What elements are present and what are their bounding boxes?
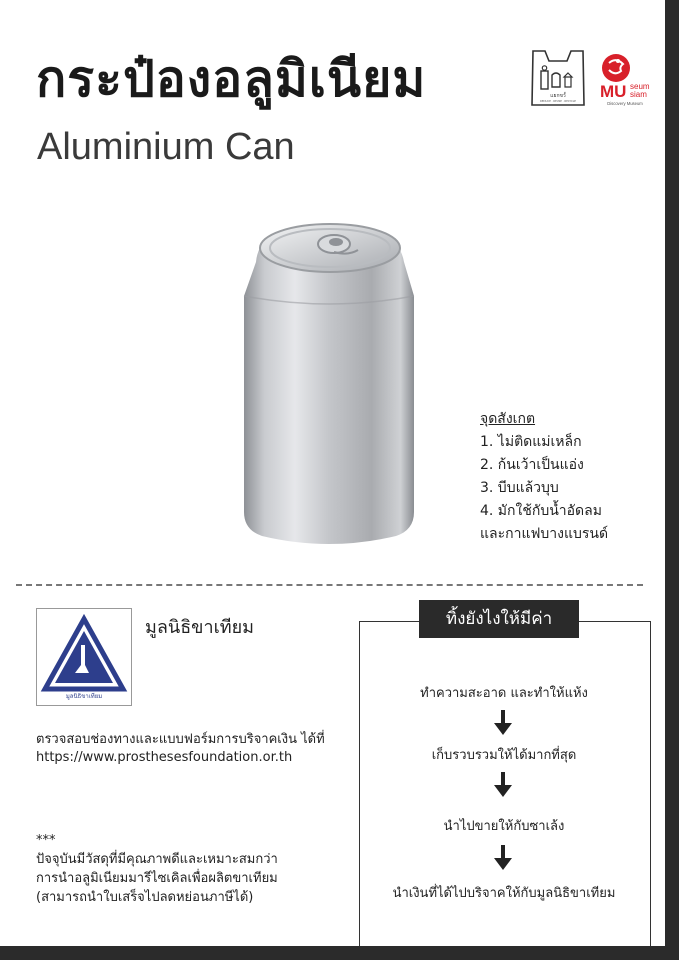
arrow-down-icon xyxy=(493,772,513,798)
note-mark: *** xyxy=(36,833,56,848)
donation-info-text: ตรวจสอบช่องทางและแบบฟอร์มการบริจาคเงิน ได้ที่ xyxy=(36,732,325,747)
bag-logo-sub: REDUCE · REUSE · RECYCLE xyxy=(540,100,576,103)
foundation-note xyxy=(36,831,278,907)
observation-notes xyxy=(480,408,608,546)
museum-siam-logo-icon xyxy=(596,50,654,112)
page-title-thai: กระป๋องอลูมิเนียม xyxy=(36,50,427,108)
disposal-step: นำเงินที่ได้ไปบริจาคให้กับมูลนิธิขาเทียม xyxy=(392,886,616,901)
museum-logo-siam: siam xyxy=(630,90,647,99)
dashed-divider xyxy=(16,584,643,586)
foundation-logo-text: มูลนิธิขาเทียม xyxy=(65,693,103,700)
prostheses-foundation-logo xyxy=(36,608,132,706)
disposal-step: ทำความสะอาด และทำให้แห้ง xyxy=(420,686,588,701)
arrow-down-icon xyxy=(493,845,513,871)
notes-item: 1. ไม่ติดแม่เหล็ก xyxy=(480,434,582,450)
notes-item: 2. ก้นเว้าเป็นแอ่ง xyxy=(480,457,584,473)
arrow-down-icon xyxy=(493,710,513,736)
museum-logo-seum: seum xyxy=(630,82,650,91)
museum-logo-mu: MU xyxy=(600,82,627,101)
note-line: (สามารถนำใบเสร็จไปลดหย่อนภาษีได้) xyxy=(36,890,254,905)
notes-item: และกาแฟบางแบรนด์ xyxy=(480,526,609,542)
donation-info xyxy=(36,731,325,767)
notes-heading: จุดสังเกต xyxy=(480,411,536,427)
bag-logo-label: แยกขวั้ xyxy=(550,93,566,99)
foundation-triangle-icon xyxy=(37,609,131,705)
notes-item: 3. บีบแล้วบุบ xyxy=(480,480,559,496)
disposal-step: เก็บรวบรวมให้ได้มากที่สุด xyxy=(431,748,577,763)
page-title-english: Aluminium Can xyxy=(37,126,295,168)
note-line: ปัจจุบันมีวัสดุที่มีคุณภาพดีและเหมาะสมกว่า xyxy=(36,852,278,867)
foundation-url-link[interactable]: https://www.prosthesesfoundation.or.th xyxy=(36,750,293,765)
bag-logo-icon xyxy=(527,47,589,109)
disposal-step: นำไปขายให้กับซาเล้ง xyxy=(443,819,565,834)
notes-item: 4. มักใช้กับน้ำอัดลม xyxy=(480,503,602,519)
foundation-name: มูลนิธิขาเทียม xyxy=(145,617,255,638)
museum-logo-sub: Discovery Museum xyxy=(607,101,643,106)
aluminium-can-image xyxy=(238,212,420,552)
disposal-title: ทิ้งยังไงให้มีค่า xyxy=(419,600,579,638)
note-line: การนำอลูมิเนียมมารีไซเคิลเพื่อผลิตขาเทียม xyxy=(36,871,278,886)
